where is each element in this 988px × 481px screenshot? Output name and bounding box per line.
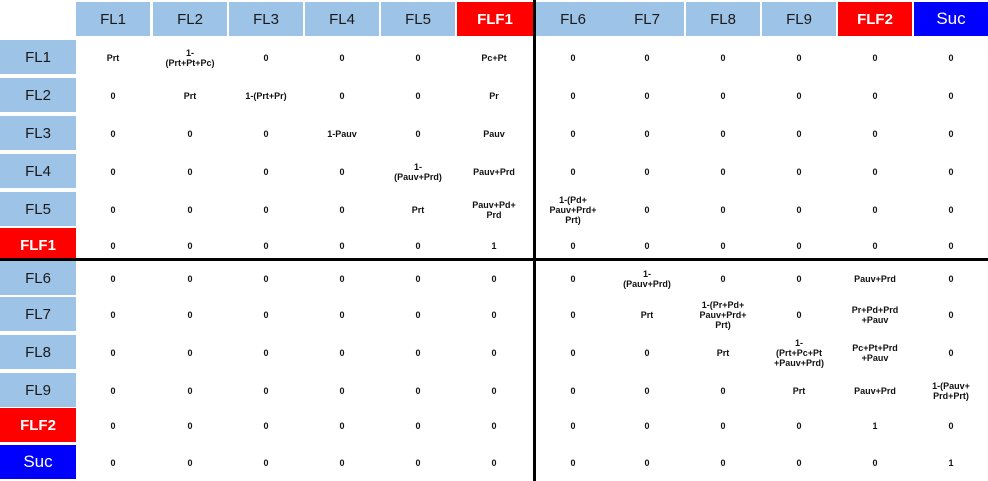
matrix-cell: Prt: [640, 310, 654, 320]
matrix-cell: 0: [187, 310, 193, 320]
matrix-cell: 0: [720, 167, 726, 177]
matrix-cell: 0: [415, 458, 421, 468]
matrix-cell: 0: [570, 241, 576, 251]
matrix-cell: 0: [796, 167, 802, 177]
matrix-cell: 0: [570, 167, 576, 177]
matrix-cell: 0: [187, 421, 193, 431]
col-header-fl4: FL4: [305, 2, 379, 36]
matrix-cell: 0: [187, 167, 193, 177]
matrix-cell: 0: [720, 386, 726, 396]
row-header-flf2: FLF2: [0, 408, 76, 442]
matrix-cell: Pauv+Pd+ Prd: [472, 200, 516, 220]
col-header-fl1: FL1: [76, 2, 150, 36]
matrix-cell: 0: [720, 241, 726, 251]
matrix-cell: 0: [570, 458, 576, 468]
matrix-cell: Pauv+Prd: [473, 167, 515, 177]
matrix-cell: 1- (Pauv+Prd): [623, 269, 671, 289]
matrix-cell: 0: [110, 421, 116, 431]
matrix-cell: 0: [570, 91, 576, 101]
col-header-flf2: FLF2: [838, 2, 912, 36]
row-header-fl6: FL6: [0, 261, 76, 295]
matrix-cell: 0: [187, 348, 193, 358]
matrix-cell: 0: [644, 458, 650, 468]
col-header-fl5: FL5: [381, 2, 455, 36]
matrix-cell: 1: [491, 241, 497, 251]
matrix-cell: 0: [570, 348, 576, 358]
matrix-cell: 0: [110, 91, 116, 101]
matrix-cell: 0: [644, 421, 650, 431]
matrix-cell: 0: [872, 458, 878, 468]
matrix-cell: 0: [263, 129, 269, 139]
matrix-cell: 0: [570, 129, 576, 139]
matrix-cell: 1- (Prt+Pt+Pc): [165, 48, 215, 68]
matrix-cell: 0: [263, 205, 269, 215]
matrix-cell: 0: [948, 348, 954, 358]
matrix-cell: 0: [339, 167, 345, 177]
matrix-cell: 0: [796, 421, 802, 431]
matrix-cell: Prt: [183, 91, 197, 101]
matrix-cell: 0: [948, 167, 954, 177]
matrix-cell: 0: [644, 205, 650, 215]
matrix-cell: 1-(Pauv+ Prd+Prt): [932, 381, 970, 401]
matrix-cell: 0: [415, 91, 421, 101]
matrix-cell: Pc+Pt+Prd +Pauv: [852, 343, 898, 363]
matrix-cell: Pauv: [483, 129, 505, 139]
matrix-cell: 0: [948, 205, 954, 215]
matrix-cell: 0: [720, 458, 726, 468]
matrix-cell: 0: [720, 53, 726, 63]
matrix-cell: 0: [187, 274, 193, 284]
matrix-cell: 0: [948, 53, 954, 63]
row-header-fl3: FL3: [0, 116, 76, 150]
matrix-cell: 0: [796, 129, 802, 139]
matrix-cell: 0: [644, 53, 650, 63]
matrix-cell: 0: [644, 348, 650, 358]
matrix-cell: 0: [872, 129, 878, 139]
matrix-cell: 0: [720, 129, 726, 139]
matrix-cell: 0: [796, 91, 802, 101]
matrix-cell: 0: [570, 274, 576, 284]
row-header-flf1: FLF1: [0, 228, 76, 262]
matrix-cell: 1-(Pr+Pd+ Pauv+Prd+ Prt): [699, 300, 747, 330]
matrix-cell: 0: [339, 310, 345, 320]
matrix-cell: 0: [263, 274, 269, 284]
matrix-cell: 0: [415, 129, 421, 139]
matrix-cell: 0: [110, 310, 116, 320]
matrix-cell: 0: [644, 167, 650, 177]
matrix-cell: 1: [872, 421, 878, 431]
matrix-cell: 0: [187, 386, 193, 396]
row-header-fl5: FL5: [0, 192, 76, 226]
col-header-fl9: FL9: [762, 2, 836, 36]
matrix-cell: 0: [263, 310, 269, 320]
row-header-fl7: FL7: [0, 297, 76, 331]
matrix-cell: 0: [948, 91, 954, 101]
matrix-cell: 0: [720, 91, 726, 101]
col-header-suc: Suc: [914, 2, 988, 36]
matrix-cell: 0: [110, 458, 116, 468]
matrix-cell: 1- (Prt+Pc+Pt +Pauv+Prd): [773, 338, 825, 368]
matrix-cell: Pc+Pt: [481, 53, 507, 63]
matrix-cell: 0: [872, 205, 878, 215]
matrix-cell: 0: [110, 167, 116, 177]
matrix-cell: 0: [415, 53, 421, 63]
matrix-cell: 0: [720, 421, 726, 431]
matrix-cell: 0: [720, 205, 726, 215]
matrix-cell: Prt: [792, 386, 806, 396]
matrix-cell: 1-(Pd+ Pauv+Prd+ Prt): [549, 195, 597, 225]
matrix-cell: 0: [339, 91, 345, 101]
matrix-cell: 0: [948, 274, 954, 284]
matrix-cell: 0: [796, 241, 802, 251]
matrix-cell: 0: [415, 348, 421, 358]
matrix-cell: 0: [263, 421, 269, 431]
matrix-cell: 1: [948, 458, 954, 468]
matrix-cell: 0: [796, 458, 802, 468]
vertical-divider: [533, 0, 536, 481]
matrix-cell: 0: [187, 241, 193, 251]
matrix-cell: 0: [339, 241, 345, 251]
matrix-cell: 0: [263, 53, 269, 63]
matrix-cell: 0: [570, 421, 576, 431]
matrix-cell: 0: [570, 53, 576, 63]
row-header-suc: Suc: [0, 445, 76, 479]
matrix-cell: 0: [110, 274, 116, 284]
matrix-cell: 0: [415, 274, 421, 284]
matrix-cell: 0: [796, 205, 802, 215]
matrix-cell: 0: [796, 274, 802, 284]
matrix-cell: 1-Pauv: [327, 129, 357, 139]
matrix-cell: Pauv+Prd: [854, 274, 896, 284]
matrix-cell: 0: [415, 241, 421, 251]
matrix-cell: 0: [110, 386, 116, 396]
col-header-fl7: FL7: [610, 2, 684, 36]
horizontal-divider: [0, 258, 988, 261]
col-header-fl2: FL2: [153, 2, 227, 36]
matrix-cell: 0: [948, 129, 954, 139]
matrix-cell: 0: [263, 386, 269, 396]
matrix-cell: 0: [491, 274, 497, 284]
matrix-cell: 0: [948, 421, 954, 431]
matrix-cell: 0: [263, 458, 269, 468]
matrix-cell: Pauv+Prd: [854, 386, 896, 396]
matrix-cell: 0: [339, 458, 345, 468]
matrix-cell: 0: [415, 310, 421, 320]
matrix-cell: 0: [263, 241, 269, 251]
matrix-cell: 0: [948, 241, 954, 251]
matrix-cell: Pr+Pd+Prd +Pauv: [851, 305, 899, 325]
matrix-cell: 0: [110, 205, 116, 215]
matrix-cell: 0: [339, 421, 345, 431]
row-header-fl1: FL1: [0, 40, 76, 74]
matrix-cell: 0: [187, 458, 193, 468]
matrix-cell: 0: [644, 91, 650, 101]
matrix-cell: 0: [948, 310, 954, 320]
matrix-cell: 1- (Pauv+Prd): [394, 162, 442, 182]
matrix-cell: 0: [872, 91, 878, 101]
matrix-cell: 0: [644, 241, 650, 251]
col-header-fl3: FL3: [229, 2, 303, 36]
matrix-cell: 0: [570, 386, 576, 396]
matrix-cell: 0: [720, 274, 726, 284]
row-header-fl4: FL4: [0, 154, 76, 188]
matrix-cell: 1-(Prt+Pr): [245, 91, 287, 101]
matrix-cell: Prt: [716, 348, 730, 358]
matrix-cell: 0: [872, 167, 878, 177]
row-header-fl2: FL2: [0, 78, 76, 112]
row-header-fl9: FL9: [0, 373, 76, 407]
matrix-cell: Prt: [106, 53, 120, 63]
matrix-cell: 0: [339, 386, 345, 396]
matrix-cell: 0: [491, 386, 497, 396]
matrix-cell: 0: [872, 53, 878, 63]
matrix-cell: 0: [263, 348, 269, 358]
matrix-cell: 0: [187, 205, 193, 215]
matrix-cell: Pr: [489, 91, 499, 101]
matrix-cell: 0: [796, 53, 802, 63]
matrix-cell: 0: [644, 129, 650, 139]
matrix-cell: 0: [570, 310, 576, 320]
matrix-cell: 0: [339, 348, 345, 358]
matrix-cell: 0: [110, 129, 116, 139]
row-header-fl8: FL8: [0, 335, 76, 369]
matrix-cell: 0: [491, 421, 497, 431]
matrix-cell: 0: [796, 310, 802, 320]
matrix-cell: 0: [187, 129, 193, 139]
matrix-cell: 0: [491, 458, 497, 468]
matrix-cell: 0: [872, 241, 878, 251]
matrix-cell: 0: [339, 274, 345, 284]
matrix-cell: 0: [415, 386, 421, 396]
matrix-cell: 0: [263, 167, 269, 177]
col-header-fl8: FL8: [686, 2, 760, 36]
matrix-cell: 0: [110, 241, 116, 251]
col-header-fl6: FL6: [536, 2, 610, 36]
matrix-cell: 0: [491, 348, 497, 358]
matrix-cell: 0: [644, 386, 650, 396]
matrix-cell: Prt: [411, 205, 425, 215]
matrix-cell: 0: [339, 53, 345, 63]
matrix-cell: 0: [415, 421, 421, 431]
col-header-flf1: FLF1: [457, 2, 533, 36]
matrix-cell: 0: [491, 310, 497, 320]
matrix-cell: 0: [110, 348, 116, 358]
matrix-cell: 0: [339, 205, 345, 215]
